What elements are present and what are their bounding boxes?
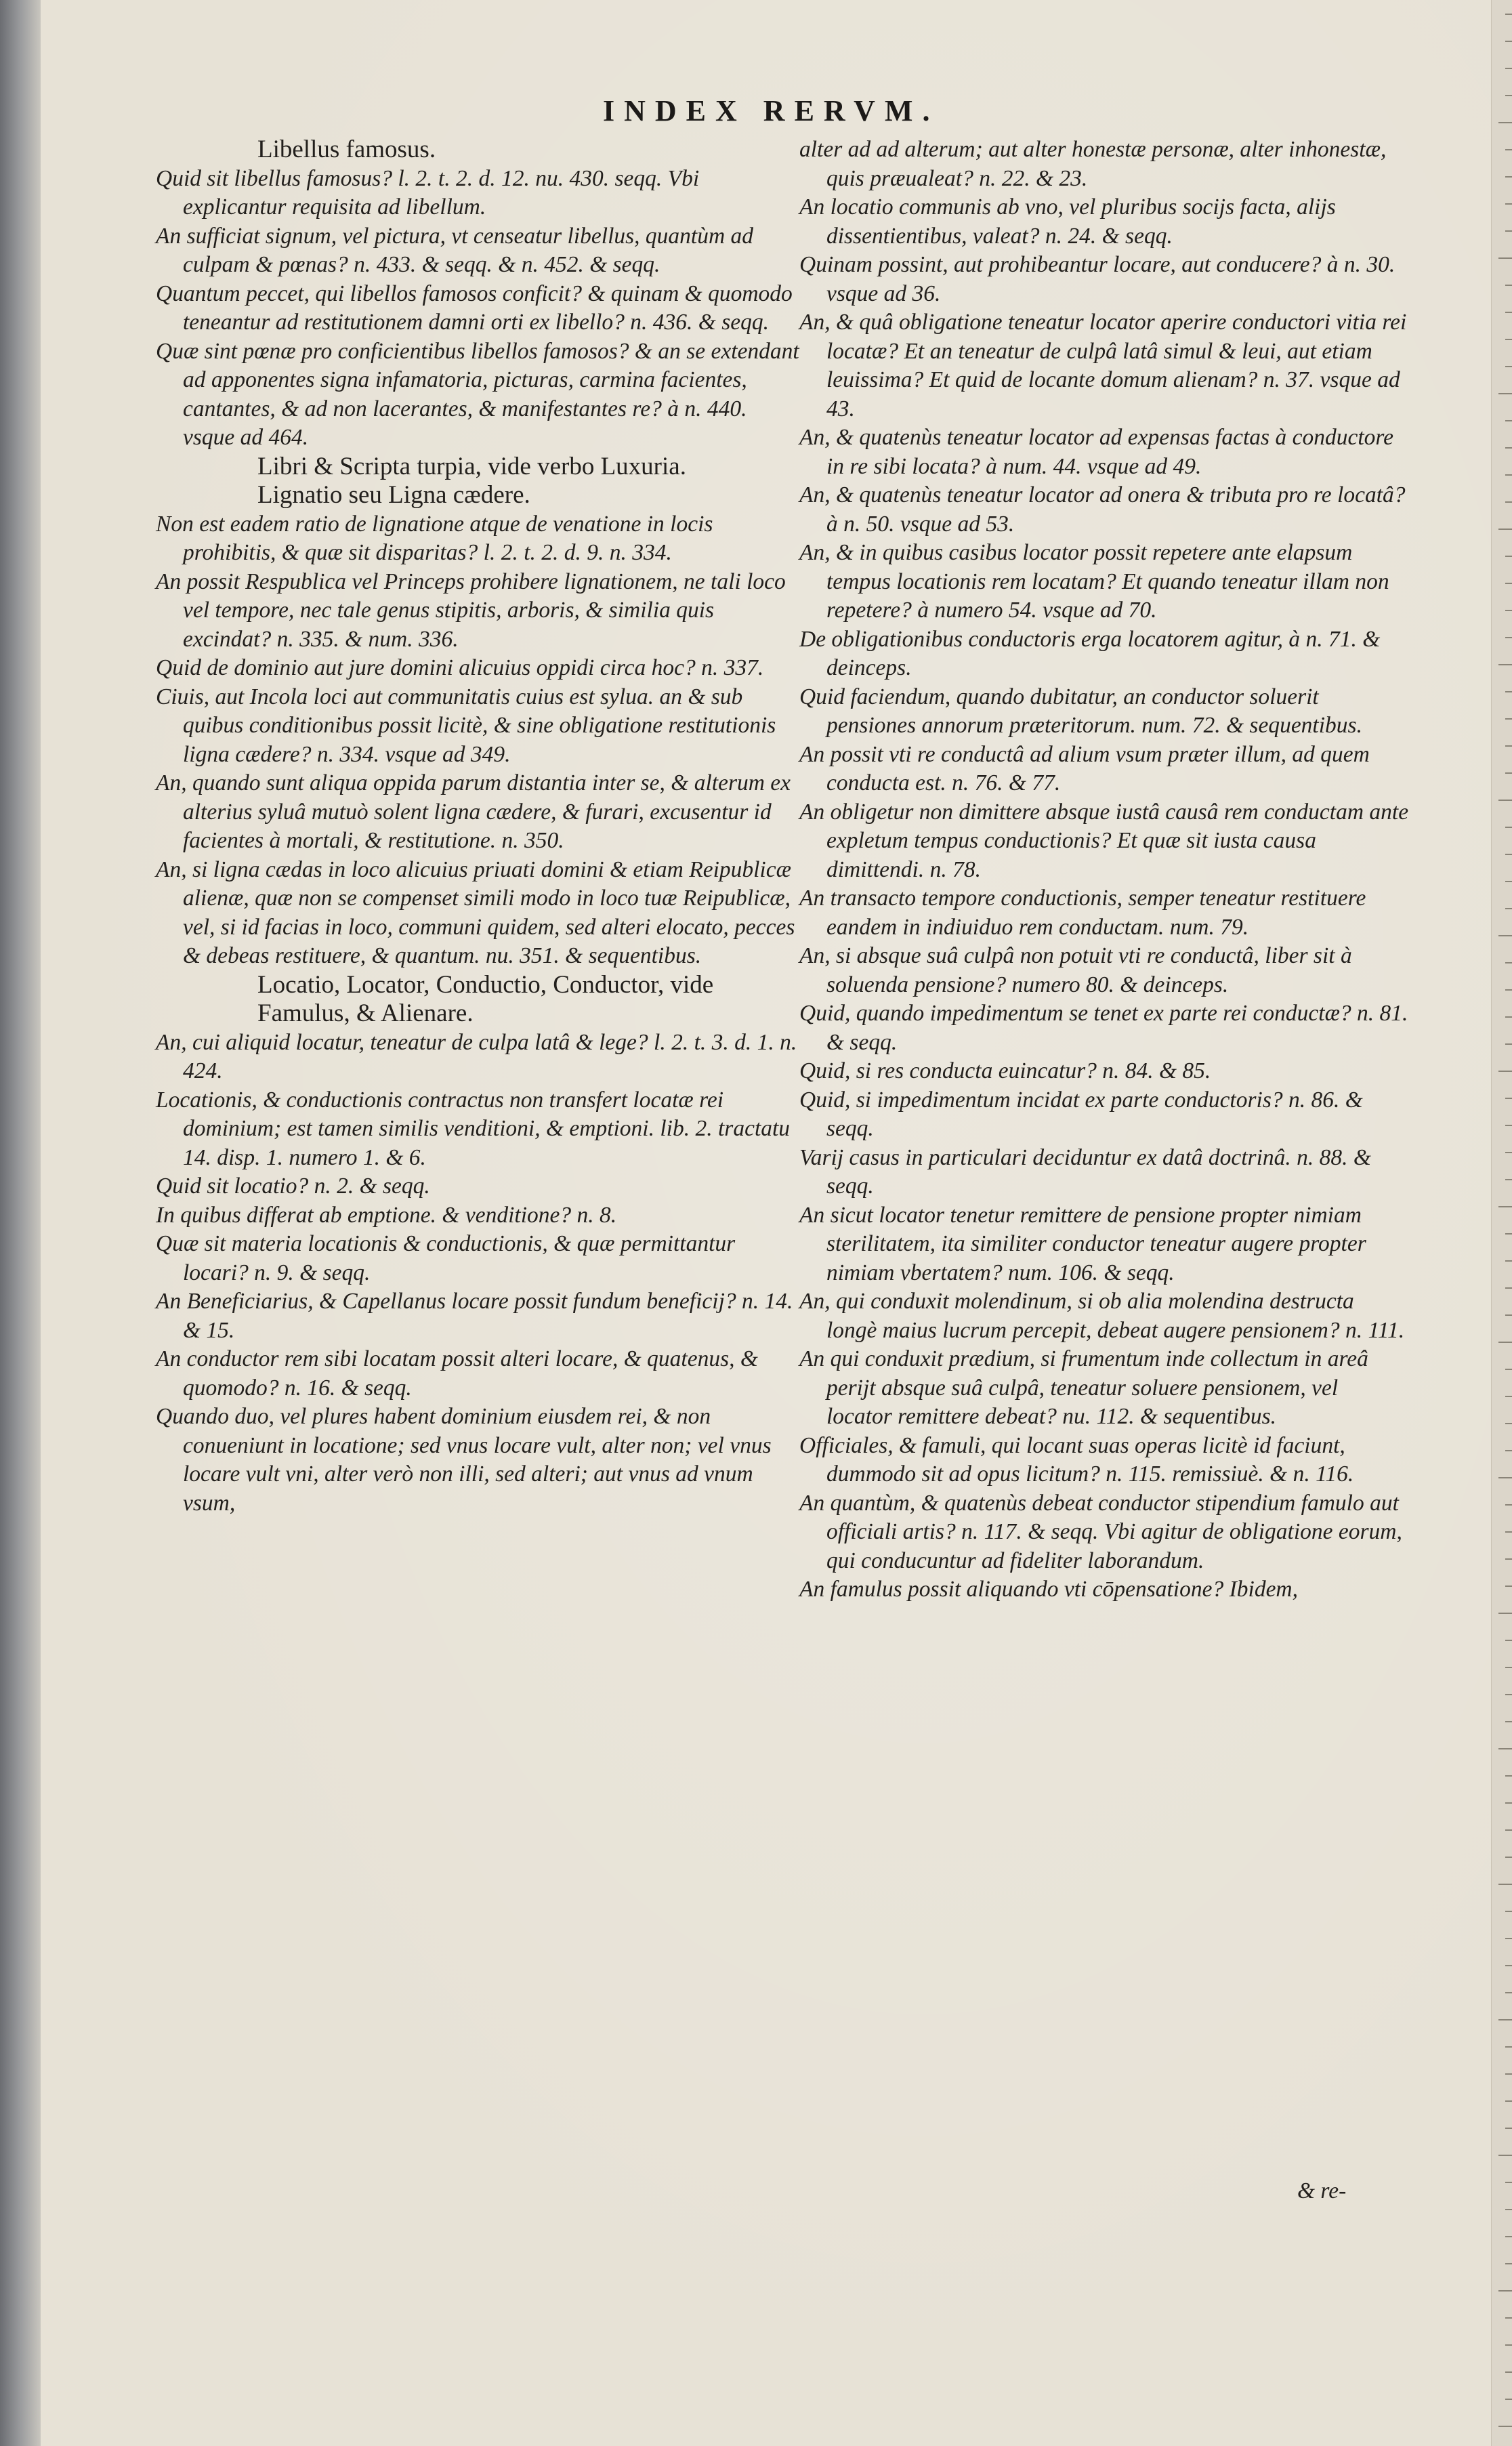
- index-entry: Quid sit libellus famosus? l. 2. t. 2. d. 12. nu. 430. seqq. Vbi explicantur requisita ad libellum.: [156, 165, 700, 220]
- ruler-tick: [1505, 2263, 1512, 2264]
- index-entry: An, & quatenùs teneatur locator ad onera & tributa pro re locatâ? à n. 50. vsque ad 53.: [799, 482, 1406, 537]
- index-entry: Quid faciendum, quando dubitatur, an conductor soluerit pensiones annorum præteritorum. num. 72. & sequentibus.: [799, 684, 1362, 738]
- index-entry: De obligationibus conductoris erga locatorem agitur, à n. 71. & deinceps.: [799, 626, 1381, 680]
- index-entry: An qui conduxit prædium, si frumentum inde collectum in areâ perijt absque suâ culpâ, teneatur soluere pensionem, vel locator remittere debeat? nu. 112. & sequentibus.: [799, 1346, 1368, 1429]
- ruler-tick: [1498, 1748, 1512, 1749]
- index-entry: Quantum peccet, qui libellos famosos conficit? & quinam & quomodo teneantur ad restitutionem damni orti ex libello? n. 436. & seqq.: [156, 281, 793, 335]
- ruler-tick: [1505, 203, 1512, 205]
- ruler-tick: [1498, 528, 1512, 530]
- ruler-tick: [1505, 176, 1512, 178]
- ruler-tick: [1505, 1775, 1512, 1777]
- ruler-tick: [1505, 14, 1512, 15]
- ruler-tick: [1505, 41, 1512, 42]
- ruler-tick: [1505, 501, 1512, 503]
- index-entry: An, quando sunt aliqua oppida parum distantia inter se, & alterum ex alterius syluâ mutuò solent ligna cædere, & furari, excusentur id facientes à mortali, & restitutione. n. 350.: [156, 770, 791, 853]
- ruler-tick: [1505, 2209, 1512, 2210]
- ruler-tick: [1505, 1965, 1512, 1966]
- index-entry: Quæ sit materia locationis & conductionis, & quæ permittantur locari? n. 9. & seqq.: [156, 1231, 736, 1285]
- index-entry: An famulus possit aliquando vti cōpensatione? Ibidem,: [799, 1577, 1299, 1602]
- ruler-tick: [1505, 149, 1512, 150]
- ruler-tick: [1505, 1531, 1512, 1533]
- ruler-tick: [1505, 339, 1512, 340]
- index-entry: Officiales, & famuli, qui locant suas operas licitè id faciunt, dummodo sit ad opus licitum? n. 115. remissiuè. & n. 116.: [799, 1432, 1354, 1487]
- ruler-tick: [1498, 664, 1512, 665]
- ruler-tick: [1498, 1206, 1512, 1207]
- scan-ruler: [1491, 0, 1512, 2446]
- ruler-tick: [1505, 2236, 1512, 2237]
- ruler-tick: [1505, 908, 1512, 909]
- ruler-tick: [1498, 1613, 1512, 1614]
- ruler-tick: [1498, 1477, 1512, 1478]
- right-column: [799, 136, 1409, 1604]
- ruler-tick: [1505, 2371, 1512, 2373]
- ruler-tick: [1505, 1233, 1512, 1235]
- ruler-tick: [1505, 718, 1512, 720]
- ruler-tick: [1505, 1667, 1512, 1668]
- ruler-tick: [1505, 1558, 1512, 1560]
- ruler-tick: [1498, 257, 1512, 259]
- index-entry: Quid, quando impedimentum se tenet ex parte rei conductæ? n. 81. & seqq.: [799, 1001, 1408, 1055]
- left-column: [156, 136, 799, 1518]
- ruler-tick: [1505, 1287, 1512, 1289]
- ruler-tick: [1505, 2317, 1512, 2319]
- index-entry: An transacto tempore conductionis, semper teneatur restituere eandem in indiuiduo rem conductam. num. 79.: [799, 886, 1366, 940]
- ruler-tick: [1505, 637, 1512, 638]
- index-entry: An, cui aliquid locatur, teneatur de culpa latâ & lege? l. 2. t. 3. d. 1. n. 424.: [156, 1029, 797, 1083]
- ruler-tick: [1505, 962, 1512, 963]
- cross-reference: Libri & Scripta turpia, vide verbo Luxuria.: [257, 452, 686, 480]
- index-entry: An, & in quibus casibus locator possit repetere ante elapsum tempus locationis rem locatam? Et quando teneatur illam non repetere? à numero 54. vsque ad 70.: [799, 540, 1389, 623]
- ruler-tick: [1498, 393, 1512, 394]
- index-entry: An quantùm, & quatenùs debeat conductor stipendium famulo aut officiali artis? n. 117. & seqq. Vbi agitur de obligatione eorum, qui conducuntur ad fideliter laborandum.: [799, 1490, 1402, 1573]
- ruler-tick: [1505, 1179, 1512, 1180]
- ruler-tick: [1505, 2399, 1512, 2400]
- ruler-tick: [1505, 312, 1512, 313]
- ruler-tick: [1505, 1396, 1512, 1397]
- index-heading: Libellus famosus.: [257, 136, 436, 163]
- ruler-tick: [1505, 583, 1512, 584]
- ruler-tick: [1505, 2073, 1512, 2075]
- index-entry: An Beneficiarius, & Capellanus locare possit fundum beneficij? n. 14. & 15.: [156, 1289, 793, 1343]
- index-entry: Quid, si res conducta euincatur? n. 84. & 85.: [799, 1058, 1211, 1083]
- ruler-tick: [1498, 1884, 1512, 1885]
- index-heading: Lignatio seu Ligna cædere.: [257, 481, 530, 509]
- ruler-tick: [1505, 1152, 1512, 1153]
- index-entry: Quinam possint, aut prohibeantur locare, aut conducere? à n. 30. vsque ad 36.: [799, 252, 1395, 306]
- index-entry: An, si absque suâ culpâ non potuit vti re conductâ, liber sit à soluenda pensione? numero 80. & deinceps.: [799, 943, 1352, 997]
- index-entry: Quæ sint pœnæ pro conficientibus libellos famosos? & an se extendant ad apponentes signa infamatoria, picturas, carmina facientes, cantantes, & ad non lacerantes, & manifestantes re? à n. 440. vsque ad 464.: [156, 338, 799, 450]
- ruler-tick: [1505, 989, 1512, 991]
- index-entry: Quid sit locatio? n. 2. & seqq.: [156, 1174, 430, 1199]
- ruler-tick: [1505, 1829, 1512, 1831]
- ruler-tick: [1505, 95, 1512, 96]
- index-entry: In quibus differat ab emptione. & venditione? n. 8.: [156, 1202, 617, 1228]
- ruler-tick: [1505, 447, 1512, 449]
- index-entry: An sicut locator tenetur remittere de pensione propter nimiam sterilitatem, ita similiter conductor teneatur augere propter nimiam vbertatem? num. 106. & seqq.: [799, 1202, 1366, 1285]
- index-entry: alter ad ad alterum; aut alter honestæ personæ, alter inhonestæ, quis præualeat? n. 22. & 23.: [799, 137, 1387, 191]
- index-entry: Quid, si impedimentum incidat ex parte conductoris? n. 86. & seqq.: [799, 1087, 1363, 1141]
- ruler-tick: [1498, 2019, 1512, 2020]
- ruler-tick: [1505, 420, 1512, 421]
- ruler-tick: [1505, 1504, 1512, 1506]
- index-entry: Quid de dominio aut jure domini alicuius oppidi circa hoc? n. 337.: [156, 655, 764, 680]
- index-entry: An, & quatenùs teneatur locator ad expensas factas à conductore in re sibi locata? à num. 44. vsque ad 49.: [799, 425, 1394, 479]
- ruler-tick: [1505, 827, 1512, 828]
- ruler-tick: [1505, 1802, 1512, 1804]
- ruler-tick: [1505, 68, 1512, 69]
- ruler-tick: [1505, 1423, 1512, 1424]
- ruler-tick: [1498, 1071, 1512, 1072]
- index-entry: Non est eadem ratio de lignatione atque de venatione in locis prohibitis, & quæ sit disparitas? l. 2. t. 2. d. 9. n. 334.: [156, 511, 713, 565]
- ruler-tick: [1505, 772, 1512, 774]
- index-entry: An obligetur non dimittere absque iustâ causâ rem conductam ante expletum tempus conductionis? Et quæ sit iusta causa dimittendi. n. 78.: [799, 799, 1409, 882]
- catchword: & re-: [1297, 2178, 1347, 2203]
- index-entry: Varij casus in particulari deciduntur ex datâ doctrinâ. n. 88. & seqq.: [799, 1144, 1371, 1199]
- page-header: INDEX RERVM.: [603, 94, 940, 127]
- index-entry: An possit vti re conductâ ad alium vsum præter illum, ad quem conducta est. n. 76. & 77.: [799, 741, 1370, 795]
- ruler-tick: [1505, 1125, 1512, 1126]
- ruler-tick: [1498, 800, 1512, 801]
- ruler-tick: [1505, 1640, 1512, 1641]
- ruler-tick: [1505, 1098, 1512, 1099]
- ruler-tick: [1505, 1992, 1512, 1993]
- ruler-tick: [1505, 610, 1512, 611]
- ruler-tick: [1505, 1938, 1512, 1939]
- ruler-tick: [1505, 1016, 1512, 1018]
- index-entry: An possit Respublica vel Princeps prohibere lignationem, ne tali loco vel tempore, nec tale genus stipitis, arboris, & similia quis excindat? n. 335. & num. 336.: [156, 568, 786, 652]
- index-entry: Quando duo, vel plures habent dominium eiusdem rei, & non conueniunt in locatione; sed vnus locare vult, alter non; vel vnus locare vult vni, alter verò non illi, sed alteri; aut vnus ad vnum vsum,: [156, 1404, 772, 1516]
- ruler-tick: [1498, 935, 1512, 936]
- ruler-tick: [1505, 2344, 1512, 2346]
- ruler-tick: [1505, 474, 1512, 476]
- ruler-tick: [1505, 2182, 1512, 2183]
- ruler-tick: [1505, 854, 1512, 855]
- ruler-tick: [1505, 1369, 1512, 1370]
- ruler-tick: [1505, 1857, 1512, 1858]
- ruler-tick: [1505, 556, 1512, 557]
- ruler-tick: [1505, 745, 1512, 747]
- index-entry: An sufficiat signum, vel pictura, vt censeatur libellus, quantùm ad culpam & pœnas? n. 433. & seqq. & n. 452. & seqq.: [156, 223, 754, 277]
- ruler-tick: [1505, 1260, 1512, 1262]
- ruler-tick: [1505, 691, 1512, 692]
- ruler-tick: [1505, 230, 1512, 232]
- index-entry: An, & quâ obligatione teneatur locator aperire conductori vitia rei locatæ? Et an teneatur de culpâ latâ simul & leui, aut etiam leuissima? Et quid de locante domum alienam? n. 37. vsque ad 43.: [799, 310, 1407, 421]
- scan-background-strip: [0, 0, 41, 2446]
- index-entry: An locatio communis ab vno, vel pluribus socijs facta, alijs dissentientibus, valeat? n. 24. & seqq.: [799, 194, 1336, 249]
- index-entry: An, si ligna cædas in loco alicuius priuati domini & etiam Reipublicæ alienæ, quæ non se compenset simili modo in loco tuæ Reipublicæ, vel, si id facias in loco, communi quidem, sed alteri elocato, pecces & debeas restituere, & quantum. nu. 351. & sequentibus.: [156, 856, 795, 968]
- ruler-tick: [1505, 285, 1512, 286]
- ruler-tick: [1505, 2046, 1512, 2048]
- index-entry: An conductor rem sibi locatam possit alteri locare, & quatenus, & quomodo? n. 16. & seqq.: [156, 1346, 758, 1401]
- ruler-tick: [1498, 122, 1512, 123]
- ruler-tick: [1505, 1314, 1512, 1316]
- index-entry: Ciuis, aut Incola loci aut communitatis cuius est sylua. an & sub quibus conditionibus possit licitè, & sine obligatione restitutionis ligna cædere? n. 334. vsque ad 349.: [156, 684, 776, 767]
- ruler-tick: [1498, 1342, 1512, 1343]
- ruler-tick: [1505, 1721, 1512, 1722]
- index-entry: An, qui conduxit molendinum, si ob alia molendina destructa longè maius lucrum percepit, debeat augere pensionem? n. 111.: [799, 1289, 1405, 1343]
- ruler-tick: [1505, 2128, 1512, 2129]
- index-entry: Locationis, & conductionis contractus non transfert locatæ rei dominium; est tamen similis venditioni, & emptioni. lib. 2. tractatu 14. disp. 1. numero 1. & 6.: [156, 1087, 791, 1170]
- ruler-tick: [1505, 881, 1512, 882]
- ruler-tick: [1505, 2100, 1512, 2102]
- cross-reference: Locatio, Locator, Conductio, Conductor, vide Famulus, & Alienare.: [257, 970, 714, 1027]
- ruler-tick: [1505, 1585, 1512, 1587]
- ruler-tick: [1505, 366, 1512, 367]
- ruler-tick: [1505, 1450, 1512, 1451]
- ruler-tick: [1498, 2290, 1512, 2292]
- ruler-tick: [1505, 1694, 1512, 1695]
- ruler-tick: [1505, 1911, 1512, 1912]
- ruler-tick: [1498, 2155, 1512, 2156]
- ruler-tick: [1498, 2426, 1512, 2427]
- ruler-tick: [1505, 1043, 1512, 1045]
